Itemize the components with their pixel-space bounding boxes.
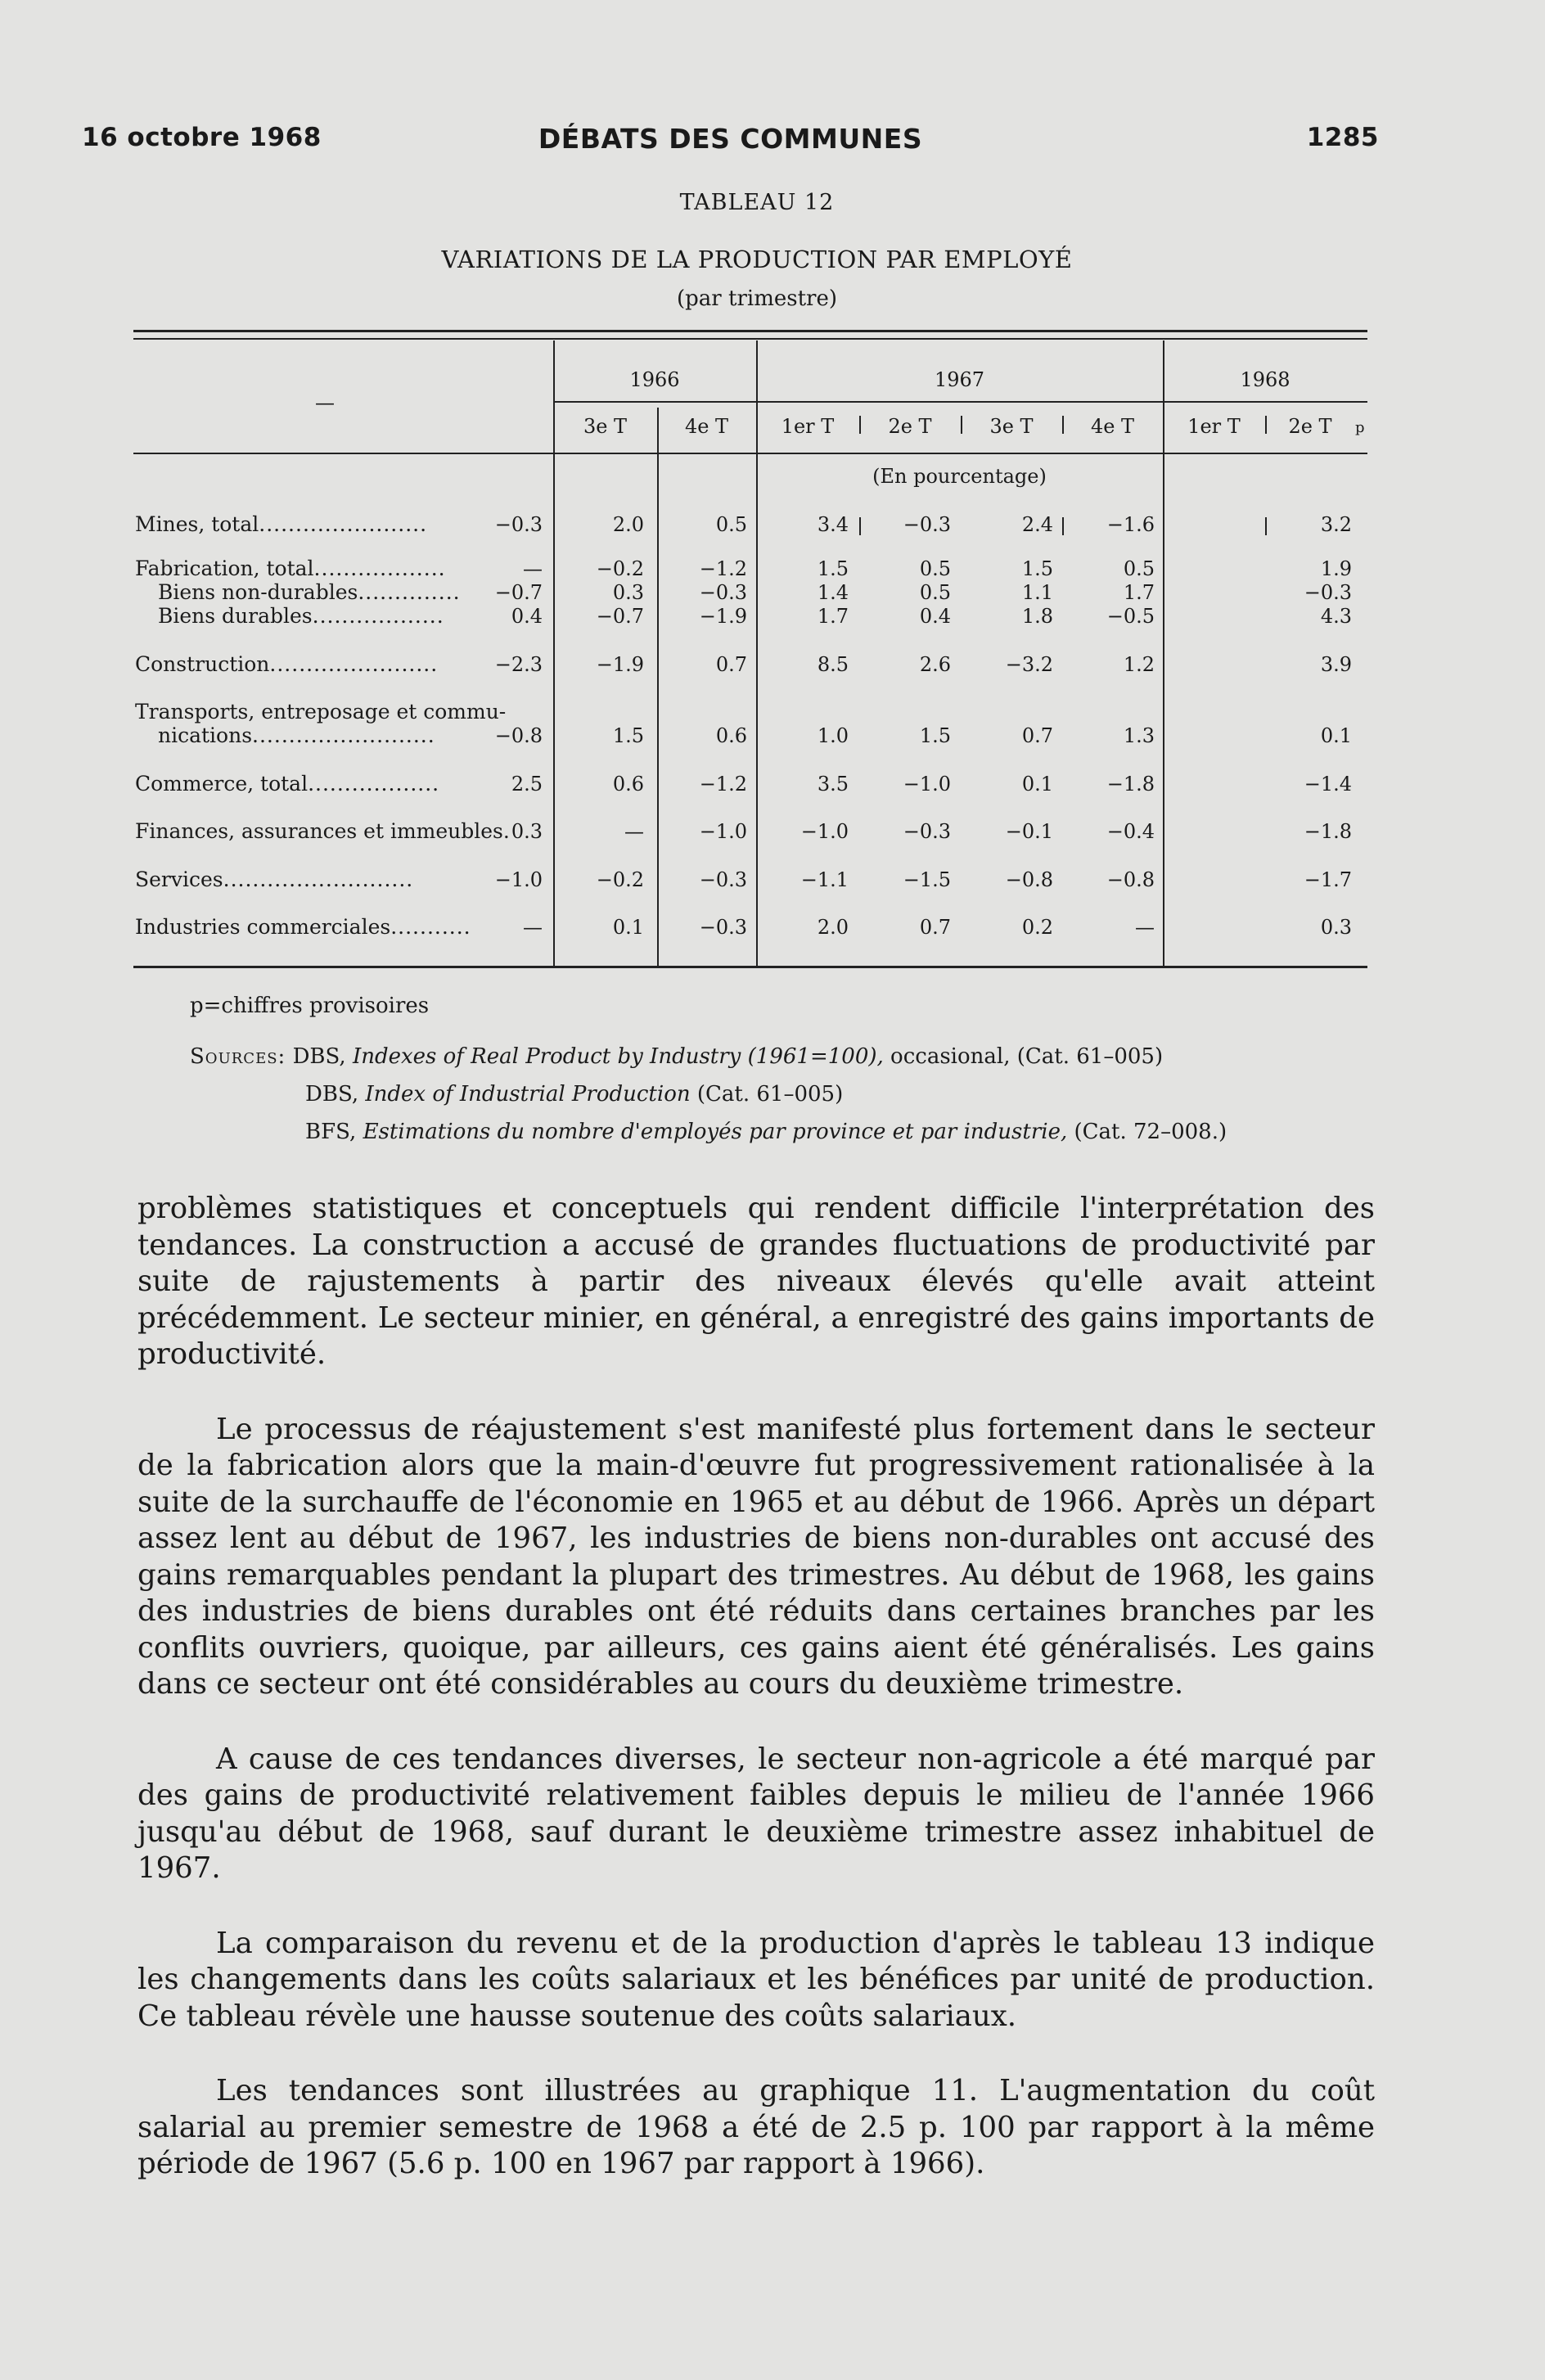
source-line-1: Sources: DBS, Indexes of Real Product by Industry (1961=100), occasional, (Cat. 61–005) [190, 1044, 1164, 1069]
table-cell: 3.9 [1320, 653, 1352, 676]
table-cell: −1.2 [699, 557, 747, 580]
table-cell: — [523, 916, 543, 939]
header-bottom-rule [133, 453, 1367, 454]
table-cell: 0.7 [919, 916, 951, 939]
table-cell: −1.7 [1304, 868, 1352, 891]
quarter-header: 4e T [684, 415, 729, 438]
header-date: 16 octobre 1968 [82, 123, 322, 152]
table-cell: −1.8 [1106, 773, 1155, 796]
table-cell: 1.9 [1320, 557, 1352, 580]
table-cell: −1.6 [1106, 513, 1155, 536]
table-cell: −0.8 [1106, 868, 1155, 891]
table-cell: −1.5 [903, 868, 951, 891]
quarter-header: 1er T [781, 415, 835, 438]
table-cell: −1.0 [699, 820, 747, 843]
quarter-header: 3e T [989, 415, 1034, 438]
table-cell: −0.2 [596, 557, 644, 580]
table-cell: −0.5 [1106, 605, 1155, 628]
table-cell: — [523, 557, 543, 580]
table-cell: −0.3 [699, 868, 747, 891]
table-cell: −1.0 [800, 820, 849, 843]
row-label: nications......................... [158, 723, 435, 747]
paragraph: Le processus de réajustement s'est manifesté plus fortement dans le secteur de la fabrication alors que la main-d'œuvre fut progressivement rationalisée à la suite de la surchauffe de l'économie en 1965 et au début de 1966. Après un départ assez lent au début de 1967, les industries de biens non-durables ont accusé des gains remarquables pendant la plupart des trimestres. Au début de 1968, les gains des industries de biens durables ont été réduits dans certaines branches par les conflits ouvriers, quoique, par ailleurs, ces gains aient été généralisés. Les gains dans ce secteur ont été considérables au cours du deuxième trimestre. [137, 1412, 1375, 1701]
table-cell: 0.5 [919, 557, 951, 580]
table-cell: −0.2 [596, 868, 644, 891]
table-cell: −0.3 [699, 916, 747, 939]
table-cell: −1.4 [1304, 773, 1352, 796]
table-cell: 8.5 [817, 653, 849, 676]
table-cell: 1.1 [1021, 581, 1053, 604]
table-cell: −0.8 [494, 724, 543, 747]
source-line-2: DBS, Index of Industrial Production (Cat. 61–005) [305, 1082, 844, 1107]
table-cell: 1.7 [1123, 581, 1155, 604]
table-cell: −0.1 [1005, 820, 1053, 843]
quarter-header: 4e T [1090, 415, 1135, 438]
source-line-3: BFS, Estimations du nombre d'employés par province et par industrie, (Cat. 72–008.) [305, 1120, 1227, 1144]
table-cell: −1.1 [800, 868, 849, 891]
header-publication: DÉBATS DES COMMUNES [538, 123, 923, 155]
stub-header-dash: — [315, 391, 335, 414]
row-label: Biens non-durables.............. [158, 580, 461, 604]
table-cell: 0.2 [1021, 916, 1053, 939]
table-cell: 1.2 [1123, 653, 1155, 676]
table-cell: 0.1 [612, 916, 644, 939]
table-cell: 0.6 [612, 773, 644, 796]
table-cell: −0.7 [494, 581, 543, 604]
table-cell: −1.8 [1304, 820, 1352, 843]
table-cell: −3.2 [1005, 653, 1053, 676]
table-cell: −1.9 [596, 653, 644, 676]
table-subtitle: VARIATIONS DE LA PRODUCTION PAR EMPLOYÉ [441, 246, 1073, 273]
production-table [0, 0, 1545, 982]
table-cell: −1.9 [699, 605, 747, 628]
table-cell: −0.8 [1005, 868, 1053, 891]
table-top-rule-2 [133, 338, 1367, 340]
provisional-mark: p [1355, 419, 1365, 436]
year-rule [555, 401, 1367, 403]
paragraph: Les tendances sont illustrées au graphique 11. L'augmentation du coût salarial au premier semestre de 1968 a été de 2.5 p. 100 par rapport à la même période de 1967 (5.6 p. 100 en 1967 par rapport à 1966). [137, 2074, 1375, 2180]
paragraph: problèmes statistiques et conceptuels qui rendent difficile l'interprétation des tendances. La construction a accusé de grandes fluctuations de productivité par suite de rajustements à partir des niveaux élevés qu'elle avait atteint précédemment. Le secteur minier, en général, a enregistré des gains importants de productivité. [137, 1192, 1375, 1371]
table-cell: 1.0 [817, 724, 849, 747]
table-cell: −0.7 [596, 605, 644, 628]
row-label: Construction....................... [135, 652, 439, 676]
table-cell: 1.5 [919, 724, 951, 747]
table-cell: −1.0 [494, 868, 543, 891]
table-cell: — [624, 820, 644, 843]
table-cell: 2.6 [919, 653, 951, 676]
table-cell: 0.4 [919, 605, 951, 628]
row-label: Biens durables.................. [158, 604, 444, 628]
table-cell: 0.3 [612, 581, 644, 604]
table-cell: −0.3 [903, 513, 951, 536]
table-cell: −0.4 [1106, 820, 1155, 843]
table-cell: 2.0 [817, 916, 849, 939]
table-cell: 1.5 [1021, 557, 1053, 580]
table-cell: 0.5 [715, 513, 747, 536]
table-cell: 1.7 [817, 605, 849, 628]
row-label: Commerce, total.................. [135, 772, 440, 796]
unit-label: (En pourcentage) [872, 465, 1047, 488]
row-label: Fabrication, total.................. [135, 557, 446, 580]
table-cell: 0.1 [1320, 724, 1352, 747]
table-cell: 1.5 [612, 724, 644, 747]
table-cell: 0.3 [511, 820, 543, 843]
quarter-header: 2e T [888, 415, 932, 438]
table-cell: −0.3 [494, 513, 543, 536]
quarter-header: 3e T [583, 415, 628, 438]
table-title: TABLEAU 12 [679, 190, 835, 215]
table-cell: 4.3 [1320, 605, 1352, 628]
table-cell: 3.4 [817, 513, 849, 536]
table-period: (par trimestre) [677, 286, 837, 311]
table-cell: 0.3 [1320, 916, 1352, 939]
row-label: Transports, entreposage et commu- [135, 700, 507, 723]
table-note-provisional: p=chiffres provisoires [190, 994, 430, 1018]
table-cell: −1.2 [699, 773, 747, 796]
table-cell: 1.8 [1021, 605, 1053, 628]
sources-label: Sources: [190, 1044, 286, 1069]
table-cell: −1.0 [903, 773, 951, 796]
table-cell: 1.5 [817, 557, 849, 580]
table-cell: 0.6 [715, 724, 747, 747]
quarter-header: 2e T [1288, 415, 1332, 438]
table-cell: 0.4 [511, 605, 543, 628]
table-cell: 3.2 [1320, 513, 1352, 536]
table-cell: 2.0 [612, 513, 644, 536]
column-tick [1062, 517, 1064, 535]
table-cell: 0.5 [919, 581, 951, 604]
table-cell: 0.1 [1021, 773, 1053, 796]
table-cell: −0.3 [903, 820, 951, 843]
table-cell: 2.4 [1021, 513, 1053, 536]
table-cell: 2.5 [511, 773, 543, 796]
table-bottom-rule [133, 966, 1367, 968]
row-label: Industries commerciales........... [135, 915, 471, 939]
table-cell: 3.5 [817, 773, 849, 796]
table-cell: 0.7 [715, 653, 747, 676]
row-label: Finances, assurances et immeubles. [135, 819, 510, 843]
row-label: Services.......................... [135, 868, 414, 891]
table-cell: — [1135, 916, 1155, 939]
table-cell: 0.7 [1021, 724, 1053, 747]
header-page-number: 1285 [1306, 123, 1379, 152]
row-label: Mines, total....................... [135, 512, 428, 536]
quarter-header: 1er T [1187, 415, 1241, 438]
year-header-1968: 1968 [1240, 368, 1291, 391]
paragraph: A cause de ces tendances diverses, le secteur non-agricole a été marqué par des gains de productivité relativement faibles depuis le milieu de l'année 1966 jusqu'au début de 1968, sauf durant le deuxième trimestre assez inhabituel de 1967. [137, 1742, 1375, 1885]
table-cell: 1.4 [817, 581, 849, 604]
table-cell: 1.3 [1123, 724, 1155, 747]
year-header-1967: 1967 [934, 368, 985, 391]
table-top-rule [133, 330, 1367, 332]
year-header-1966: 1966 [629, 368, 680, 391]
table-cell: −2.3 [494, 653, 543, 676]
table-cell: −0.3 [699, 581, 747, 604]
body-text [137, 1191, 1375, 2221]
table-cell: −0.3 [1304, 581, 1352, 604]
table-cell: 0.5 [1123, 557, 1155, 580]
paragraph: La comparaison du revenu et de la production d'après le tableau 13 indique les changements dans les coûts salariaux et les bénéfices par unité de production. Ce tableau révèle une hausse soutenue des coûts salariaux. [137, 1926, 1375, 2033]
